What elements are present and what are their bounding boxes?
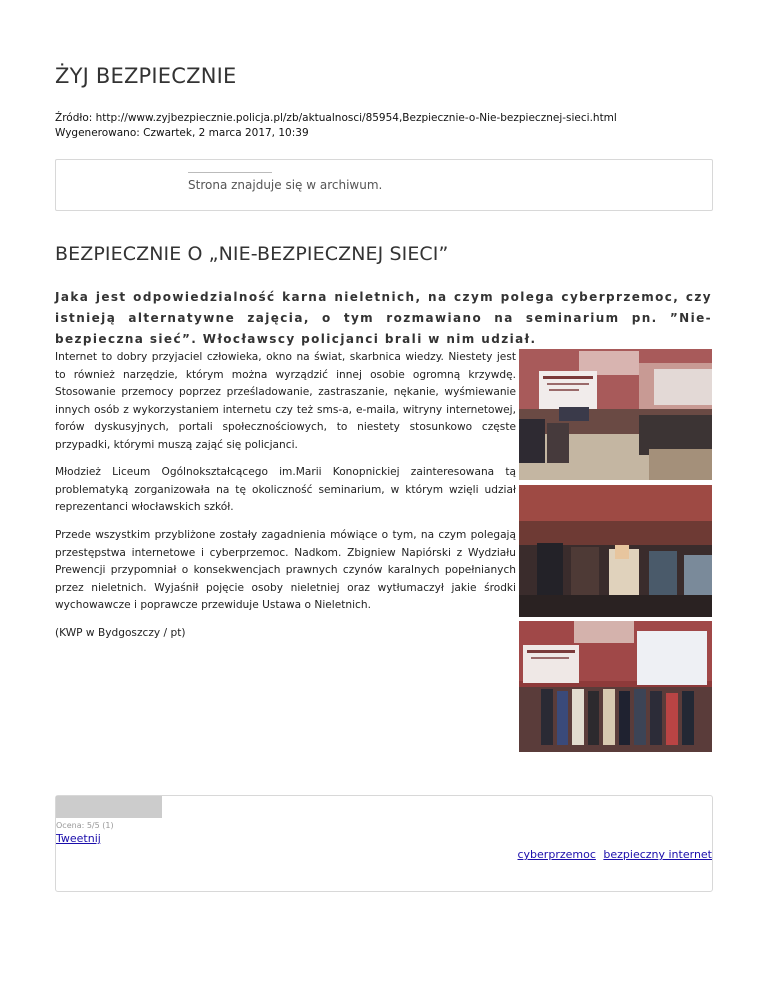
rating-label: Ocena: 5/5 (1) (56, 821, 114, 830)
article-paragraph: Młodzież Liceum Ogólnokształcącego im.Marii Konopnickiej zainteresowana tą problematyką zorganizowała na tę okoliczność seminarium, w którym wzięli udział reprezentanci włocławskich szkół. (55, 466, 516, 513)
archive-notice-box (55, 159, 713, 211)
tag-list (514, 848, 713, 861)
article-lead: Jaka jest odpowiedzialność karna nieletnich, na czym polega cyberprzemoc, czy istnieją alternatywne zajęcia, o tym rozmawiano na seminarium pn. ”Nie-bezpieczna sieć”. Włocławscy policjanci brali w nim udział. (55, 290, 712, 346)
article-title: BEZPIECZNIE O „NIE-BEZPIECZNEJ SIECI” (55, 243, 449, 265)
seminar-photo-group[interactable] (519, 621, 712, 752)
tag-link-bezpieczny-internet[interactable]: bezpieczny internet (603, 848, 712, 861)
seminar-photo-hall[interactable] (519, 349, 712, 480)
generated-date: Wygenerowano: Czwartek, 2 marca 2017, 10:39 (55, 127, 309, 139)
rating-share-box (55, 795, 713, 892)
archive-divider (188, 172, 272, 173)
article-paragraph: Internet to dobry przyjaciel człowieka, okno na świat, skarbnica wiedzy. Niestety jest to również narzędzie, którym można wyrządzić innej osobie ogromną krzywdę. Stosowanie przemocy poprzez prześladowanie, zastraszanie, nękanie, wyśmiewanie innych osób z wykorzystaniem internetu czy też sms-a, e-maila, witryny internetowej, forów dyskusyjnych, portali społecznościowych, to niestety stosunkowo częste przypadki, którymi muszą zająć się policjanci. (55, 351, 516, 451)
source-url: Źródło: http://www.zyjbezpiecznie.policja.pl/zb/aktualnosci/85954,Bezpiecznie-o-Nie-bezpiecznej-sieci.html (55, 112, 617, 124)
site-title: ŻYJ BEZPIECZNIE (55, 64, 237, 88)
article-paragraph: Przede wszystkim przybliżone zostały zagadnienia mówiące o tym, na czym polegają przestępstwa internetowe i cyberprzemoc. Nadkom. Zbigniew Napiórski z Wydziału Prewencji przypomniał o konsekwencjach prawnych czynów karalnych popełnianych przez nieletnich. Wyjaśnił pojęcie osoby nieletniej oraz wytłumaczył jakie środki wychowawcze i poprawcze przewiduje Ustawa o Nieletnich. (55, 529, 516, 611)
archive-notice: Strona znajduje się w archiwum. (188, 178, 383, 192)
seminar-photo-audience[interactable] (519, 485, 712, 617)
page-meta (55, 111, 617, 141)
tweet-link[interactable]: Tweetnij (56, 832, 101, 845)
tag-link-cyberprzemoc[interactable]: cyberprzemoc (517, 848, 596, 861)
article-source-note: (KWP w Bydgoszczy / pt) (55, 627, 186, 639)
rating-stars[interactable] (56, 796, 162, 818)
